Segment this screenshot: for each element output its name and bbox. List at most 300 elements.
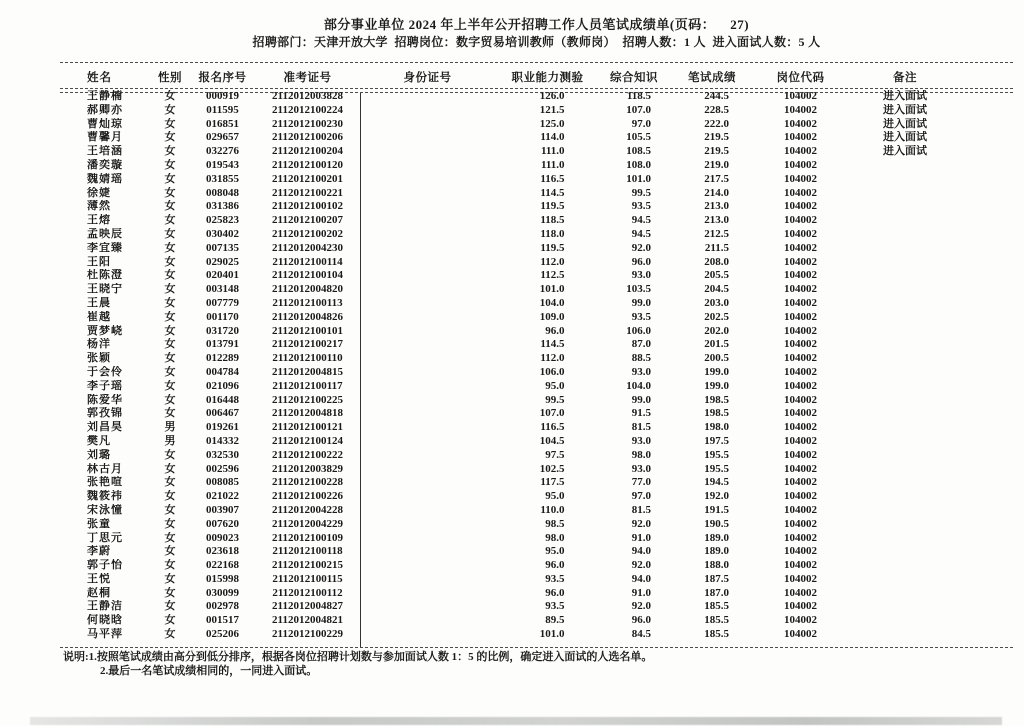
cell-total-score: 219.5 [704,131,729,144]
cell-reg-no: 021096 [206,379,239,392]
cell-id-no [360,297,495,311]
cell-id-no [360,214,495,228]
cell-total-score: 199.0 [704,379,729,392]
cell-exam-no: 2112012100215 [272,559,343,572]
cell-gender: 女 [164,614,176,627]
cell-exam-no: 2112012100226 [272,490,343,503]
cell-gender: 男 [164,434,176,447]
cell-name: 王悦 [87,572,111,585]
cell-total-score: 203.0 [704,296,729,309]
cell-note [845,545,965,559]
cell-exam-no: 2112012100101 [272,324,343,337]
cell-note [845,463,965,477]
cell-id-no [360,118,495,132]
cell-aptitude-score: 119.5 [540,200,565,213]
cell-position-code: 104002 [784,186,817,199]
cell-knowledge-score: 91.5 [631,407,651,420]
cell-note [845,435,965,449]
cell-total-score: 202.0 [704,324,729,337]
cell-reg-no: 007620 [206,517,239,530]
cell-reg-no: 029025 [206,255,239,268]
cell-name: 张童 [87,517,111,530]
cell-note [845,449,965,463]
cell-id-no [360,90,495,104]
cell-exam-no: 2112012100109 [272,531,343,544]
cell-aptitude-score: 114.0 [540,131,565,144]
cell-position-code: 104002 [784,559,817,572]
cell-id-no [360,228,495,242]
cell-note [845,366,965,380]
table-row [60,421,965,435]
table-row [60,118,965,132]
cell-name: 张颖 [87,352,111,365]
cell-note [845,614,965,628]
cell-aptitude-score: 96.0 [545,559,565,572]
cell-note [845,421,965,435]
cell-note [845,297,965,311]
cell-note [845,338,965,352]
cell-aptitude-score: 109.0 [539,310,565,323]
cell-knowledge-score: 97.0 [631,117,651,130]
cell-aptitude-score: 104.0 [539,296,565,309]
cell-gender: 女 [164,379,176,392]
cell-id-no [360,256,495,270]
cell-name: 宋泳憧 [87,503,123,516]
cell-total-score: 194.5 [704,476,729,489]
cell-name: 杨洋 [87,338,111,351]
cell-knowledge-score: 99.0 [631,296,651,309]
cell-name: 魏筱祎 [87,490,123,503]
cell-total-score: 211.5 [704,241,729,254]
cell-id-no [360,449,495,463]
cell-total-score: 201.5 [704,338,729,351]
cell-aptitude-score: 95.0 [545,490,565,503]
cell-note: 进入面试 [883,131,927,144]
cell-position-code: 104002 [784,545,817,558]
cell-total-score: 213.0 [704,214,729,227]
cell-id-no [360,490,495,504]
cell-exam-no: 2112012004818 [272,407,343,420]
cell-name: 王晓宁 [87,283,123,296]
cell-aptitude-score: 125.0 [539,117,565,130]
cell-note [845,600,965,614]
cell-name: 林古月 [87,462,123,475]
cell-exam-no: 2112012100224 [272,103,343,116]
cell-exam-no: 2112012100222 [272,448,343,461]
table-header-row [60,63,965,90]
cell-reg-no: 025823 [206,214,239,227]
cell-reg-no: 014332 [206,434,239,447]
cell-exam-no: 2112012004230 [272,241,343,254]
cell-name: 郝卿亦 [87,103,123,116]
cell-position-code: 104002 [784,296,817,309]
cell-reg-no: 019261 [206,421,239,434]
table-row [60,380,965,394]
cell-reg-no: 031386 [206,200,239,213]
cell-id-no [360,131,495,145]
cell-aptitude-score: 102.5 [539,462,565,475]
cell-id-no [360,380,495,394]
cell-name: 张艳喧 [87,476,123,489]
cell-position-code: 104002 [784,90,817,102]
cell-position-code: 104002 [784,517,817,530]
cell-reg-no: 007779 [206,296,239,309]
cell-exam-no: 2112012100207 [272,214,343,227]
cell-note [845,380,965,394]
cell-id-no [360,104,495,118]
cell-gender: 女 [164,559,176,572]
cell-id-no [360,628,495,642]
table-row [60,628,965,642]
cell-exam-no: 2112012100225 [272,393,343,406]
cell-exam-no: 2112012100112 [272,586,343,599]
cell-knowledge-score: 108.5 [626,145,651,158]
cell-id-no [360,366,495,380]
cell-position-code: 104002 [784,600,817,613]
cell-id-no [360,545,495,559]
cell-id-no [360,394,495,408]
cell-id-no [360,600,495,614]
cell-reg-no: 025206 [206,628,239,641]
table-row [60,283,965,297]
cell-knowledge-score: 88.5 [631,352,651,365]
cell-aptitude-score: 99.5 [545,393,565,406]
table-row [60,587,965,601]
cell-name: 丁思元 [87,531,123,544]
cell-knowledge-score: 93.0 [631,462,651,475]
cell-aptitude-score: 121.5 [539,103,565,116]
cell-id-no [360,325,495,339]
cell-total-score: 204.5 [704,283,729,296]
cell-position-code: 104002 [784,241,817,254]
cell-id-no [360,463,495,477]
table-row [60,131,965,145]
cell-name: 陈爱华 [87,393,123,406]
cell-name: 樊凡 [87,434,111,447]
cell-name: 魏婧瑶 [87,172,123,185]
cell-knowledge-score: 105.5 [626,131,651,144]
cell-reg-no: 032530 [206,448,239,461]
col-header-gender: 性别 [158,71,182,84]
cell-position-code: 104002 [784,586,817,599]
cell-position-code: 104002 [784,393,817,406]
cell-reg-no: 031855 [206,172,239,185]
cell-name: 郭子怡 [87,559,123,572]
table-row [60,614,965,628]
cell-exam-no: 2112012004826 [272,310,343,323]
cell-exam-no: 2112012004820 [272,283,343,296]
col-header-aptitude-score: 职业能力测验 [511,71,584,84]
cell-knowledge-score: 77.0 [631,476,651,489]
cell-exam-no: 2112012100118 [272,545,343,558]
table-row [60,476,965,490]
cell-knowledge-score: 87.0 [631,338,651,351]
cell-aptitude-score: 126.0 [539,90,565,102]
cell-total-score: 214.0 [704,186,729,199]
cell-exam-no: 2112012003829 [272,462,343,475]
cell-name: 刘璐 [87,448,111,461]
table-row [60,256,965,270]
table-row [60,214,965,228]
cell-position-code: 104002 [784,531,817,544]
cell-id-no [360,435,495,449]
table-row [60,104,965,118]
cell-aptitude-score: 89.5 [545,614,565,627]
cell-gender: 女 [164,531,176,544]
cell-knowledge-score: 92.0 [631,559,651,572]
cell-reg-no: 013791 [206,338,239,351]
cell-name: 孟映辰 [87,227,123,240]
cell-reg-no: 019543 [206,158,239,171]
cell-total-score: 213.0 [704,200,729,213]
cell-gender: 女 [164,90,176,102]
cell-position-code: 104002 [784,269,817,282]
cell-exam-no: 2112012100206 [272,131,343,144]
cell-total-score: 202.5 [704,310,729,323]
col-header-id-no: 身份证号 [403,71,452,84]
cell-knowledge-score: 91.0 [631,531,651,544]
cell-reg-no: 022168 [206,559,239,572]
table-row [60,173,965,187]
cell-note [845,214,965,228]
table-row [60,559,965,573]
cell-aptitude-score: 118.5 [540,214,565,227]
cell-note [845,283,965,297]
cell-aptitude-score: 95.0 [545,545,565,558]
cell-knowledge-score: 99.5 [631,186,651,199]
cell-aptitude-score: 112.0 [540,255,565,268]
cell-knowledge-score: 96.0 [631,614,651,627]
cell-knowledge-score: 93.0 [631,434,651,447]
cell-position-code: 104002 [784,214,817,227]
table-row [60,311,965,325]
cell-exam-no: 2112012100202 [272,227,343,240]
cell-name: 王阳 [87,255,111,268]
cell-knowledge-score: 106.0 [626,324,651,337]
cell-aptitude-score: 98.0 [545,531,565,544]
cell-reg-no: 031720 [206,324,239,337]
table-row [60,200,965,214]
table-row [60,490,965,504]
cell-gender: 女 [164,476,176,489]
cell-knowledge-score: 81.5 [631,503,651,516]
cell-id-no [360,283,495,297]
cell-position-code: 104002 [784,503,817,516]
cell-name: 曹馨月 [87,131,123,144]
cell-aptitude-score: 96.0 [545,324,565,337]
cell-reg-no: 009023 [206,531,239,544]
cell-note [845,587,965,601]
cell-exam-no: 2112012100124 [272,434,343,447]
cell-total-score: 205.5 [704,269,729,282]
cell-gender: 女 [164,572,176,585]
cell-id-no [360,476,495,490]
table-row [60,187,965,201]
cell-knowledge-score: 93.5 [631,310,651,323]
cell-position-code: 104002 [784,434,817,447]
cell-knowledge-score: 94.5 [631,214,651,227]
cell-position-code: 104002 [784,490,817,503]
col-header-note: 备注 [893,71,917,84]
cell-gender: 女 [164,338,176,351]
cell-reg-no: 002978 [206,600,239,613]
cell-exam-no: 2112012004815 [272,365,343,378]
cell-total-score: 244.5 [704,90,729,102]
cell-id-no [360,559,495,573]
cell-note: 进入面试 [883,145,927,158]
cell-exam-no: 2112012004821 [272,614,343,627]
cell-gender: 女 [164,227,176,240]
cell-aptitude-score: 118.0 [540,227,565,240]
cell-id-no [360,573,495,587]
table-row [60,407,965,421]
cell-total-score: 187.5 [704,572,729,585]
table-row [60,352,965,366]
table-row [60,504,965,518]
cell-note [845,394,965,408]
cell-gender: 女 [164,448,176,461]
cell-exam-no: 2112012100201 [272,172,343,185]
cell-name: 曹灿琼 [87,117,123,130]
table-row [60,228,965,242]
cell-reg-no: 008085 [206,476,239,489]
cell-gender: 女 [164,310,176,323]
cell-position-code: 104002 [784,421,817,434]
cell-position-code: 104002 [784,338,817,351]
table-row [60,532,965,546]
cell-position-code: 104002 [784,200,817,213]
cell-name: 贾梦峣 [87,324,123,337]
cell-note [845,325,965,339]
cell-gender: 女 [164,117,176,130]
cell-position-code: 104002 [784,103,817,116]
cell-note [845,573,965,587]
cell-name: 潘奕璇 [87,158,123,171]
cell-reg-no: 020401 [206,269,239,282]
cell-position-code: 104002 [784,476,817,489]
cell-gender: 女 [164,628,176,641]
cell-id-no [360,187,495,201]
cell-position-code: 104002 [784,310,817,323]
table-row [60,242,965,256]
cell-knowledge-score: 94.5 [631,227,651,240]
cell-knowledge-score: 93.5 [631,200,651,213]
cell-reg-no: 016448 [206,393,239,406]
col-header-reg-no: 报名序号 [198,71,247,84]
cell-name: 徐婕 [87,186,111,199]
cell-knowledge-score: 94.0 [631,572,651,585]
cell-total-score: 195.5 [704,448,729,461]
cell-knowledge-score: 81.5 [631,421,651,434]
cell-id-no [360,407,495,421]
cell-aptitude-score: 111.0 [540,145,565,158]
cell-position-code: 104002 [784,227,817,240]
cell-id-no [360,311,495,325]
cell-note [845,504,965,518]
cell-knowledge-score: 101.0 [626,172,651,185]
cell-reg-no: 003907 [206,503,239,516]
cell-total-score: 198.5 [704,393,729,406]
cell-reg-no: 007135 [206,241,239,254]
cell-position-code: 104002 [784,158,817,171]
cell-name: 王培涵 [87,145,123,158]
cell-knowledge-score: 92.0 [631,517,651,530]
cell-knowledge-score: 104.0 [626,379,651,392]
table-row [60,449,965,463]
cell-gender: 女 [164,158,176,171]
cell-id-no [360,145,495,159]
cell-note [845,173,965,187]
cell-position-code: 104002 [784,628,817,641]
cell-position-code: 104002 [784,379,817,392]
cell-reg-no: 006467 [206,407,239,420]
cell-id-no [360,338,495,352]
cell-total-score: 185.5 [704,614,729,627]
cell-reg-no: 021022 [206,490,239,503]
cell-gender: 女 [164,172,176,185]
cell-knowledge-score: 98.0 [631,448,651,461]
cell-aptitude-score: 116.5 [540,421,565,434]
cell-reg-no: 000919 [206,90,239,102]
cell-note [845,228,965,242]
cell-total-score: 191.5 [704,503,729,516]
cell-position-code: 104002 [784,407,817,420]
cell-name: 何晓晗 [87,614,123,627]
cell-total-score: 185.5 [704,600,729,613]
cell-gender: 女 [164,545,176,558]
cell-total-score: 189.0 [704,531,729,544]
col-header-position-code: 岗位代码 [776,71,825,84]
cell-note: 进入面试 [883,90,927,102]
cell-name: 李子瑶 [87,379,123,392]
cell-id-no [360,269,495,283]
cell-position-code: 104002 [784,172,817,185]
cell-name: 李宜臻 [87,241,123,254]
cell-name: 马平萍 [87,628,123,641]
cell-note [845,490,965,504]
cell-knowledge-score: 118.5 [626,90,651,102]
cell-id-no [360,587,495,601]
cell-gender: 女 [164,600,176,613]
cell-id-no [360,504,495,518]
cell-note [845,187,965,201]
cell-id-no [360,242,495,256]
table-row [60,435,965,449]
cell-aptitude-score: 119.5 [540,241,565,254]
cell-exam-no: 2112012100217 [272,338,343,351]
cell-position-code: 104002 [784,462,817,475]
cell-id-no [360,352,495,366]
cell-position-code: 104002 [784,352,817,365]
cell-id-no [360,518,495,532]
table-row [60,394,965,408]
cell-reg-no: 015998 [206,572,239,585]
cell-id-no [360,173,495,187]
cell-knowledge-score: 92.0 [631,600,651,613]
cell-total-score: 198.5 [704,407,729,420]
cell-exam-no: 2112012100104 [272,269,343,282]
cell-aptitude-score: 93.5 [545,572,565,585]
cell-id-no [360,614,495,628]
cell-note [845,256,965,270]
cell-position-code: 104002 [784,283,817,296]
cell-gender: 女 [164,324,176,337]
cell-note [845,352,965,366]
cell-total-score: 217.5 [704,172,729,185]
cell-reg-no: 012289 [206,352,239,365]
cell-position-code: 104002 [784,365,817,378]
cell-gender: 女 [164,365,176,378]
